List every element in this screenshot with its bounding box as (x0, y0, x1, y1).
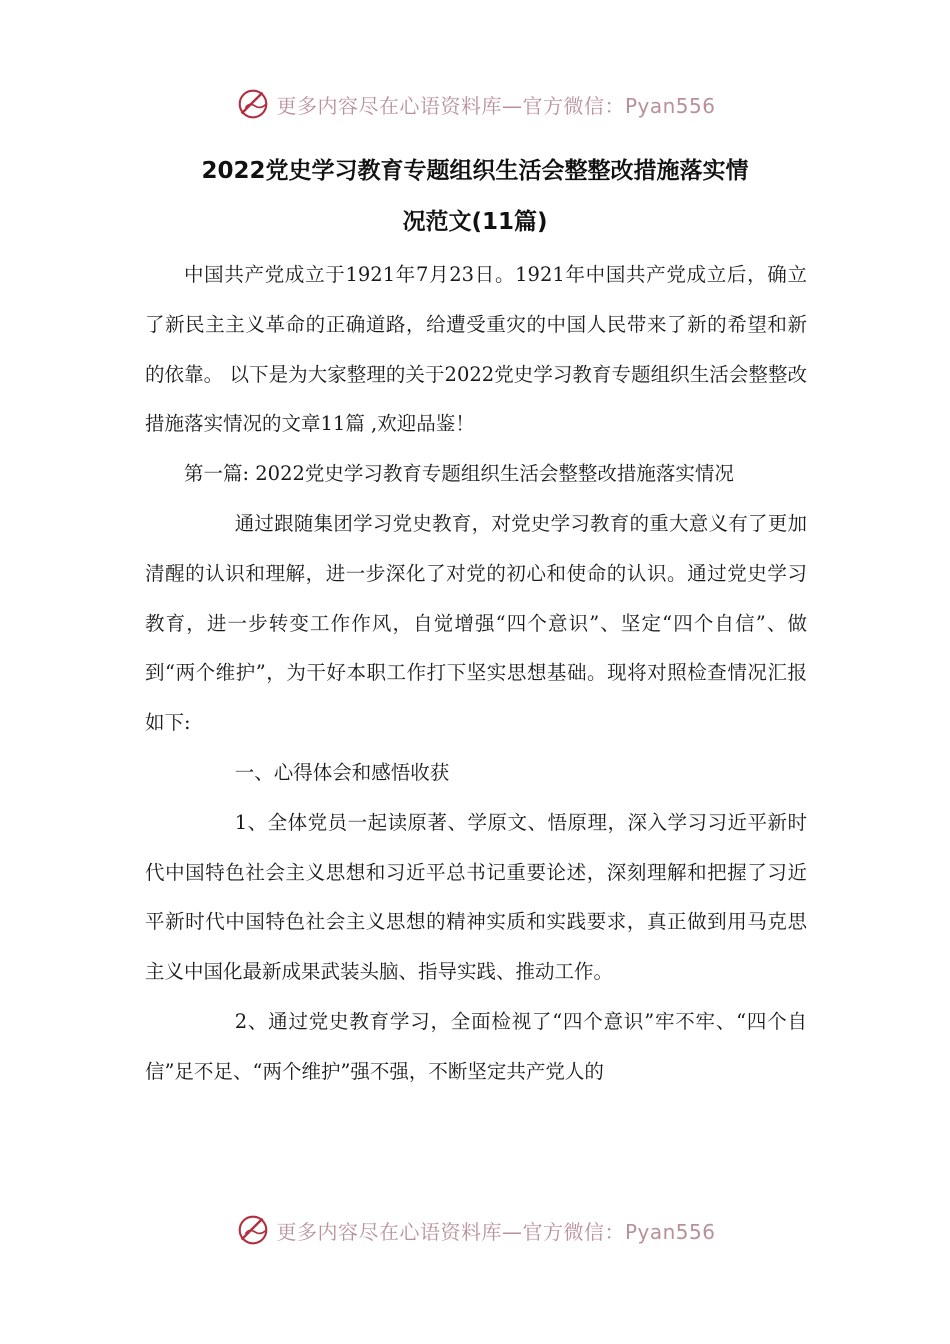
chapter-heading: 第一篇: 2022党史学习教育专题组织生活会整整改措施落实情况 (184, 462, 734, 486)
pen-logo-icon (234, 1211, 272, 1249)
watermark-text: 更多内容尽在心语资料库—官方微信：Pyan556 (276, 93, 716, 118)
section-heading: 一、心得体会和感悟收获 (234, 760, 450, 784)
document-title-line-2: 况范文(11篇) (402, 209, 548, 235)
document-title-line-1: 2022党史学习教育专题组织生活会整整改措施落实情 (201, 158, 749, 184)
numbered-paragraph-2: 2、通过党史教育学习，全面检视了“四个意识”牢不牢、“四个自信”足不足、“两个维护”强不强，不断坚定共产党人的 (145, 1009, 807, 1083)
body-paragraph: 通过跟随集团学习党史教育，对党史学习教育的重大意义有了更加清醒的认识和理解，进一步深化了对党的初心和使命的认识。通过党史学习教育，进一步转变工作作风，自觉增强“四个意识”、坚定“四个自信”、做到“两个维护”，为干好本职工作打下坚实思想基础。现将对照检查情况汇报如下: (145, 511, 807, 735)
watermark-text: 更多内容尽在心语资料库—官方微信：Pyan556 (276, 1219, 716, 1244)
document-body (145, 250, 807, 1097)
numbered-paragraph-1: 1、全体党员一起读原著、学原文、悟原理，深入学习习近平新时代中国特色社会主义思想和习近平总书记重要论述，深刻理解和把握了习近平新时代中国特色社会主义思想的精神实质和实践要求，真正做到用马克思主义中国化最新成果武装头脑、指导实践、推动工作。 (145, 810, 807, 984)
pen-logo-icon (234, 85, 272, 123)
watermark-banner-bottom (0, 1210, 950, 1250)
intro-paragraph: 中国共产党成立于1921年7月23日。1921年中国共产党成立后，确立了新民主主义革命的正确道路，给遭受重灾的中国人民带来了新的希望和新的依靠。 以下是为大家整理的关于2022党史学习教育专题组织生活会整整改措施落实情况的文章11篇 ,欢迎品鉴！ (145, 263, 807, 436)
watermark-banner-top (0, 84, 950, 124)
